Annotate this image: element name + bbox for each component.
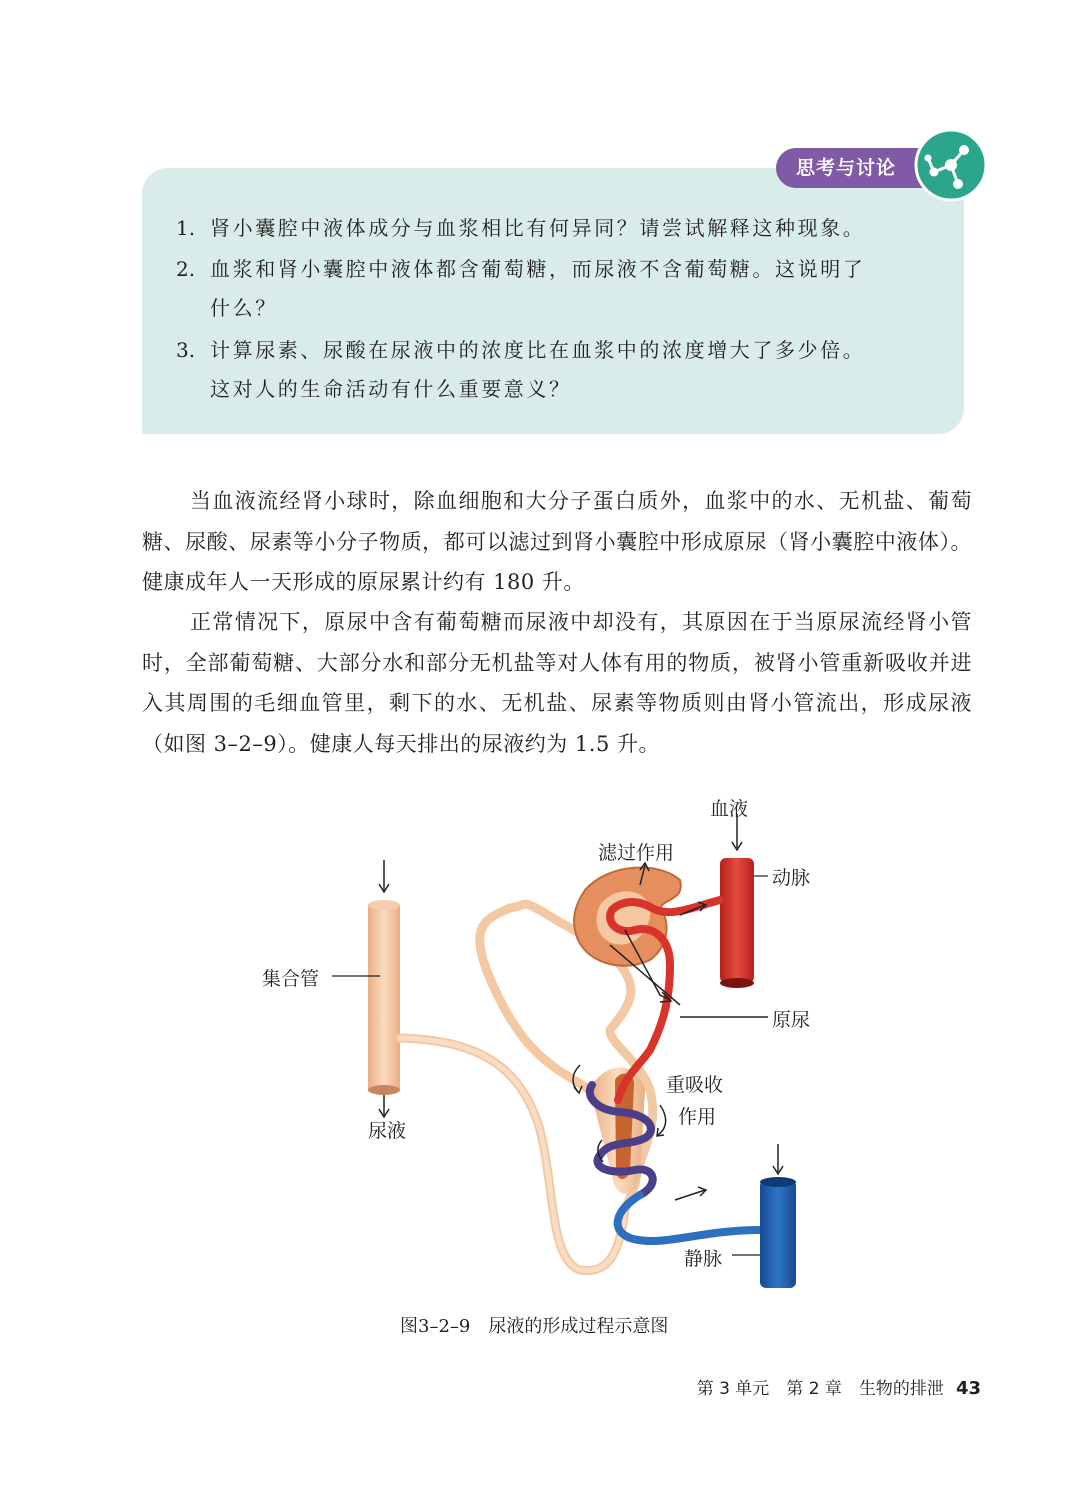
question-1: 1. 肾小囊腔中液体成分与血浆相比有何异同？请尝试解释这种现象。 [176,216,866,240]
question-3: 3. 计算尿素、尿酸在尿液中的浓度比在血浆中的浓度增大了多少倍。 [176,338,866,362]
molecule-icon [914,128,988,202]
label-blood: 血液 [710,798,749,820]
question-3-cont: 这对人的生命活动有什么重要意义？ [210,377,572,401]
page-number: 43 [955,1378,981,1399]
label-reabsorption-2: 作用 [678,1106,717,1128]
body-paragraph-2: 正常情况下，原尿中含有葡萄糖而尿液中却没有，其原因在于当原尿流经肾小管时，全部葡萄糖、大部分水和部分无机盐等对人体有用的物质，被肾小管重新吸收并进入其周围的毛细血管里，剩下的水、无机盐、尿素等物质则由肾小管流出，形成尿液（如图 3–2–9）。健康人每天排出的尿液约为 1.5 升。 [142,610,972,756]
label-filtration: 滤过作用 [598,842,675,864]
think-discuss-tab: 思考与讨论 [776,148,946,188]
label-vein: 静脉 [684,1248,723,1270]
collecting-duct [368,905,400,1090]
vein [760,1180,796,1288]
label-artery: 动脉 [772,867,811,889]
question-2: 2. 血浆和肾小囊腔中液体都含葡萄糖，而尿液不含葡萄糖。这说明了 [176,257,866,281]
page-footer [697,1374,981,1399]
artery [720,858,754,983]
urine-formation-diagram [240,790,860,1300]
label-primary-urine: 原尿 [772,1009,811,1031]
label-reabsorption: 重吸收 [666,1074,724,1096]
footer-section: 第 3 单元 第 2 章 生物的排泄 [696,1379,944,1399]
body-paragraph-1: 当血液流经肾小球时，除血细胞和大分子蛋白质外，血浆中的水、无机盐、葡萄糖、尿酸、尿素等小分子物质，都可以滤过到肾小囊腔中形成原尿（肾小囊腔中液体）。健康成年人一天形成的原尿累计约有 180 升。 [142,489,972,594]
figure-caption: 图3–2–9 尿液的形成过程示意图 [400,1316,669,1337]
question-2-cont: 什么？ [210,296,278,320]
label-collecting-duct: 集合管 [262,968,320,990]
diagram-art [240,790,860,1300]
label-urine: 尿液 [368,1120,407,1142]
